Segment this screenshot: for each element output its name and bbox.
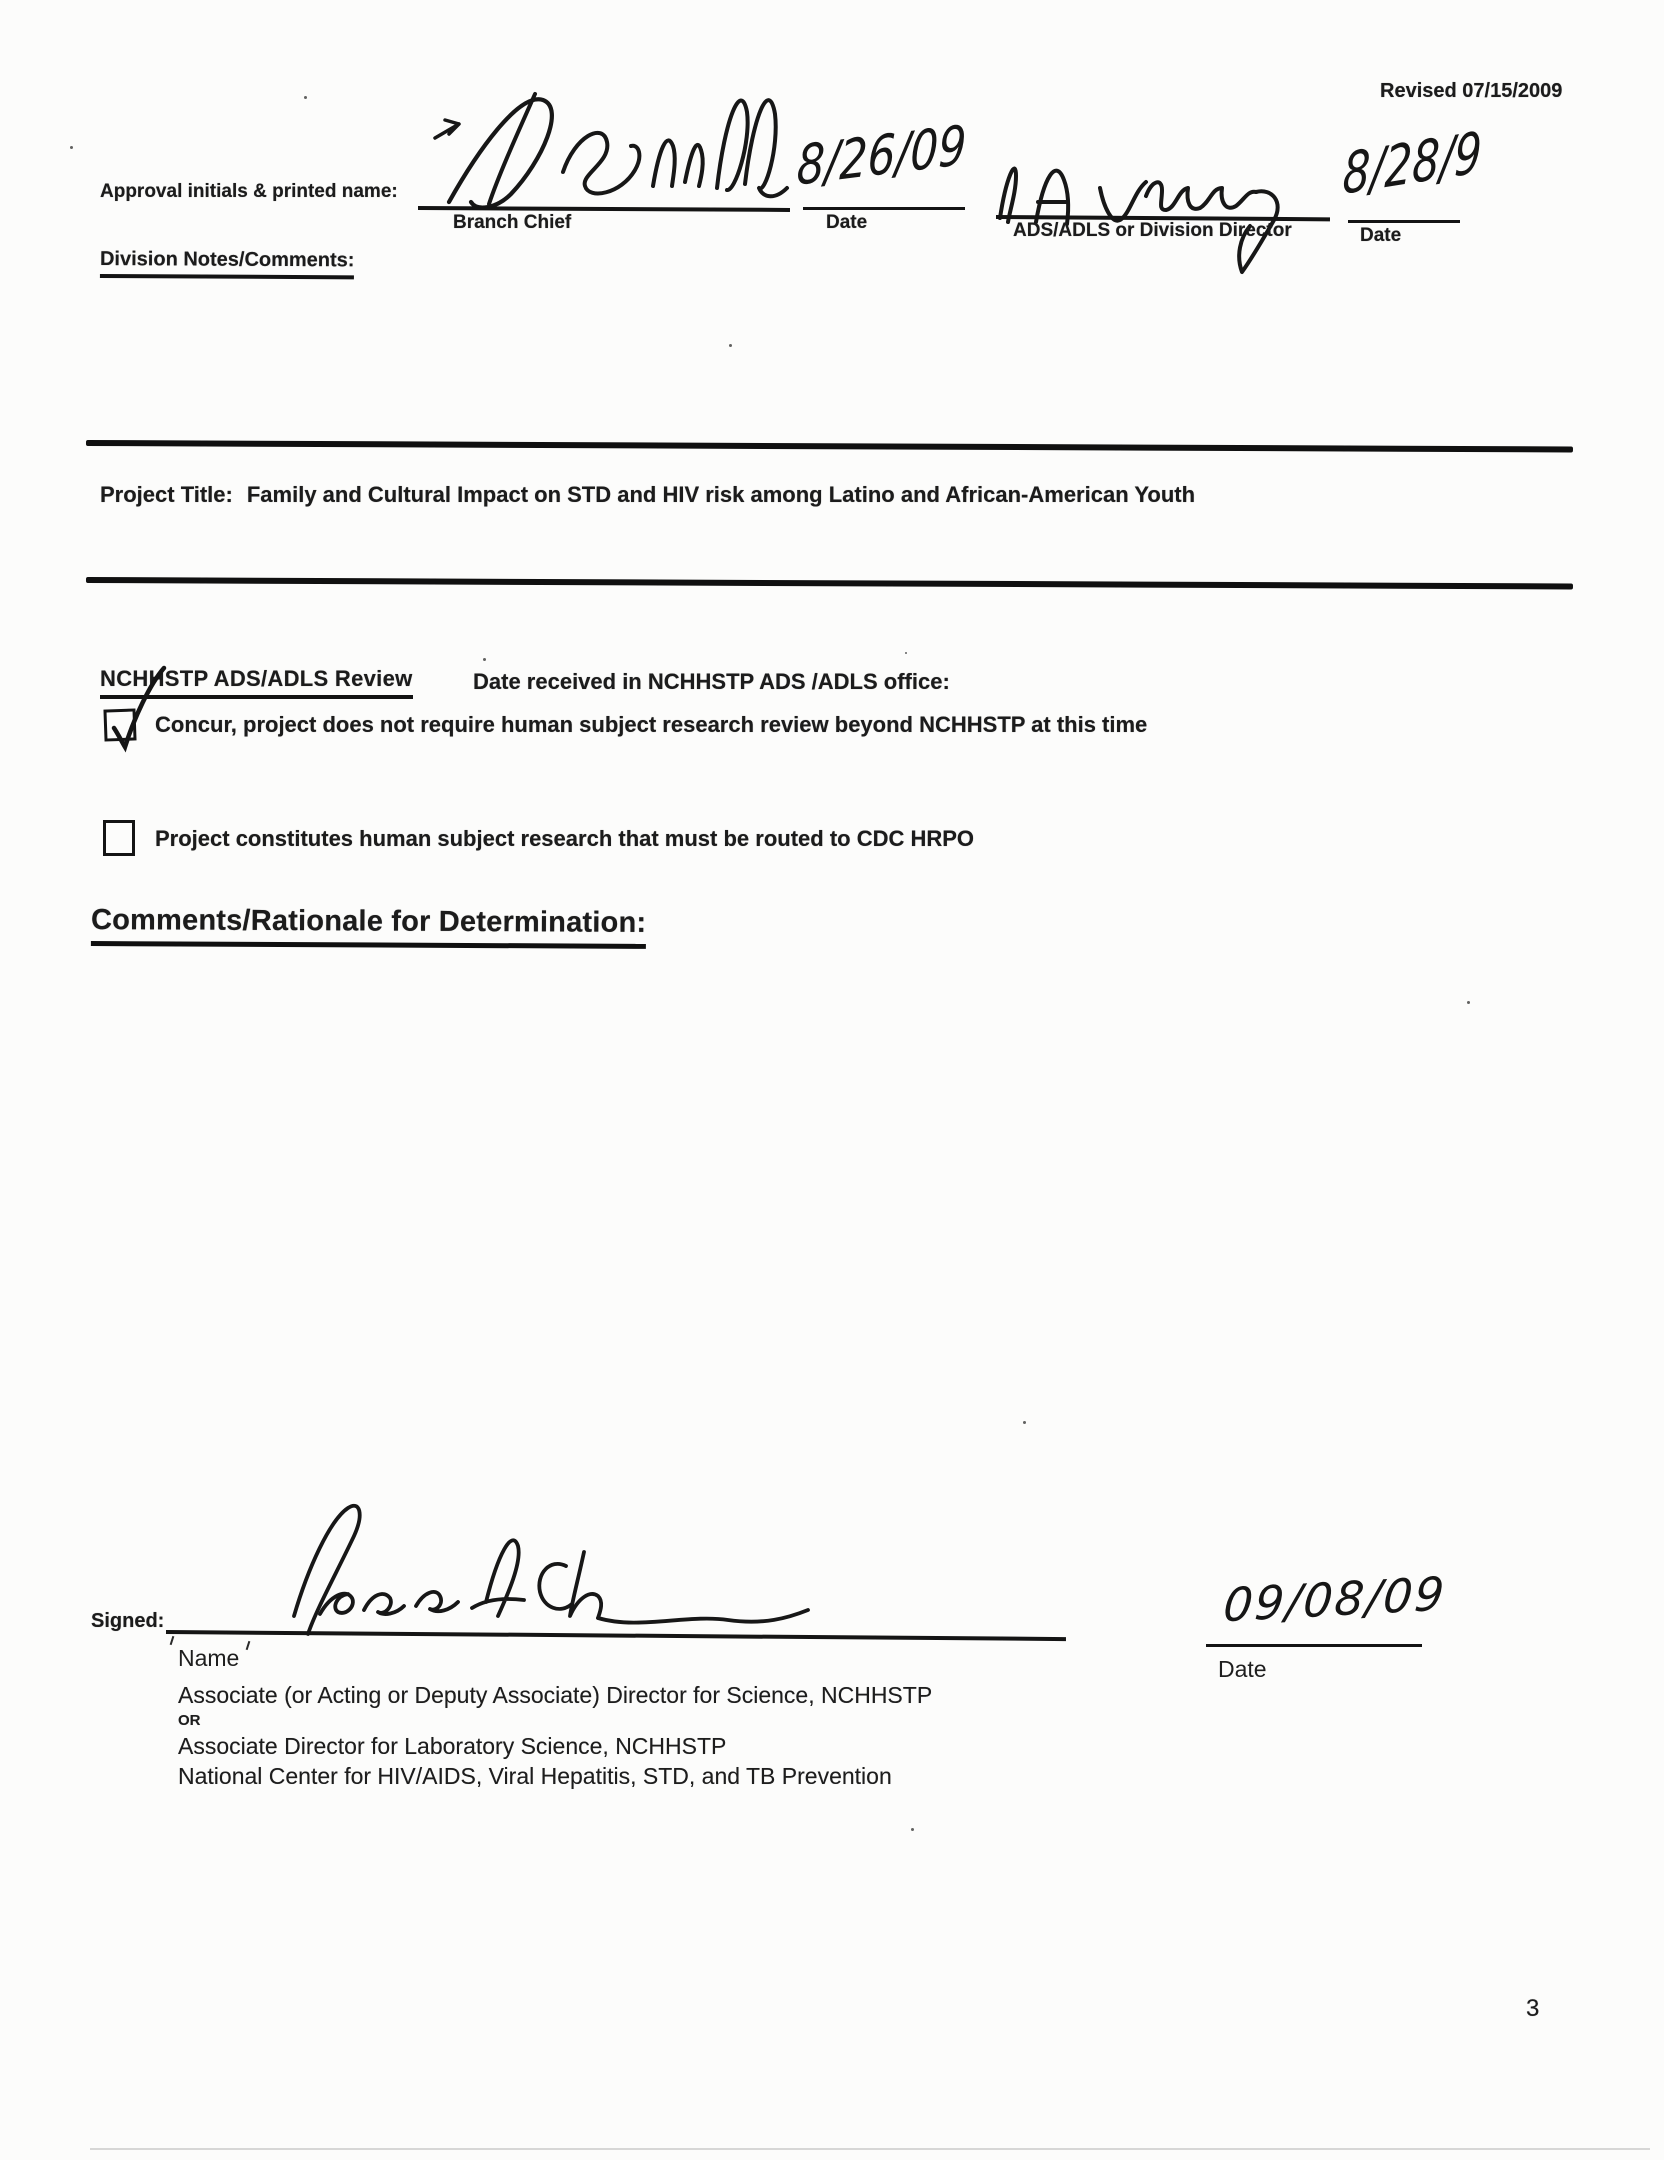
- revision-note: Revised 07/15/2009: [1380, 80, 1563, 102]
- scan-speck: [304, 96, 307, 99]
- page-number: 3: [1526, 1995, 1540, 2022]
- scan-speck: [911, 1828, 914, 1831]
- project-title-row: [100, 482, 1195, 508]
- signed-name-label: Name: [178, 1645, 240, 1671]
- scan-speck: [483, 658, 486, 661]
- signer-role-laboratory-science: Associate Director for Laboratory Science, NCHHSTP: [178, 1733, 727, 1759]
- signed-date-handwritten: 09/08/09: [1221, 1566, 1449, 1633]
- division-director-role-label: ADS/ADLS or Division Director: [1013, 220, 1292, 241]
- scan-speck: [1467, 1001, 1470, 1004]
- concur-option-label: Concur, project does not require human subject research review beyond NCHHSTP at this time: [155, 712, 1148, 737]
- signed-label: Signed:: [91, 1610, 165, 1632]
- branch-chief-role-label: Branch Chief: [453, 212, 572, 233]
- signed-date-line: [1206, 1644, 1422, 1647]
- project-title-value: Family and Cultural Impact on STD and HIV risk among Latino and African-American Youth: [246, 482, 1196, 507]
- division-director-signature: [988, 126, 1338, 281]
- division-director-date-label: Date: [1360, 225, 1402, 246]
- scan-bottom-edge: [90, 2148, 1650, 2150]
- scan-speck: [729, 344, 732, 347]
- signer-org-national-center: National Center for HIV/AIDS, Viral Hepatitis, STD, and TB Prevention: [178, 1763, 892, 1789]
- human-subject-checkbox: [103, 820, 135, 856]
- checkmark-icon: [94, 660, 174, 755]
- branch-chief-date-label: Date: [826, 212, 868, 233]
- division-director-date-line: [1348, 220, 1460, 223]
- branch-chief-date-line: [803, 207, 965, 210]
- scan-speck: [70, 146, 73, 149]
- signer-role-or: OR: [178, 1712, 201, 1729]
- division-director-date-handwritten: 8/28/9: [1341, 120, 1483, 209]
- signed-date-label: Date: [1218, 1656, 1267, 1682]
- scan-speck: [905, 652, 907, 654]
- project-title-label: Project Title:: [100, 482, 233, 507]
- signer-role-science-director: Associate (or Acting or Deputy Associate) Director for Science, NCHHSTP: [178, 1682, 933, 1708]
- date-received-label: Date received in NCHHSTP ADS /ADLS office:: [473, 669, 950, 694]
- branch-chief-date-handwritten: 8/26/09: [795, 113, 968, 198]
- review-section-heading: NCHHSTP ADS/ADLS Review: [100, 666, 413, 699]
- divider-line-top: [86, 440, 1573, 452]
- comments-rationale-heading: Comments/Rationale for Determination:: [91, 904, 646, 949]
- branch-chief-signature: [415, 74, 795, 219]
- scan-speck: [1023, 1421, 1026, 1424]
- approval-initials-label: Approval initials & printed name:: [100, 181, 398, 202]
- division-notes-heading: Division Notes/Comments:: [100, 248, 355, 279]
- divider-line-bottom: [86, 577, 1573, 589]
- human-subject-option-label: Project constitutes human subject research that must be routed to CDC HRPO: [155, 826, 975, 851]
